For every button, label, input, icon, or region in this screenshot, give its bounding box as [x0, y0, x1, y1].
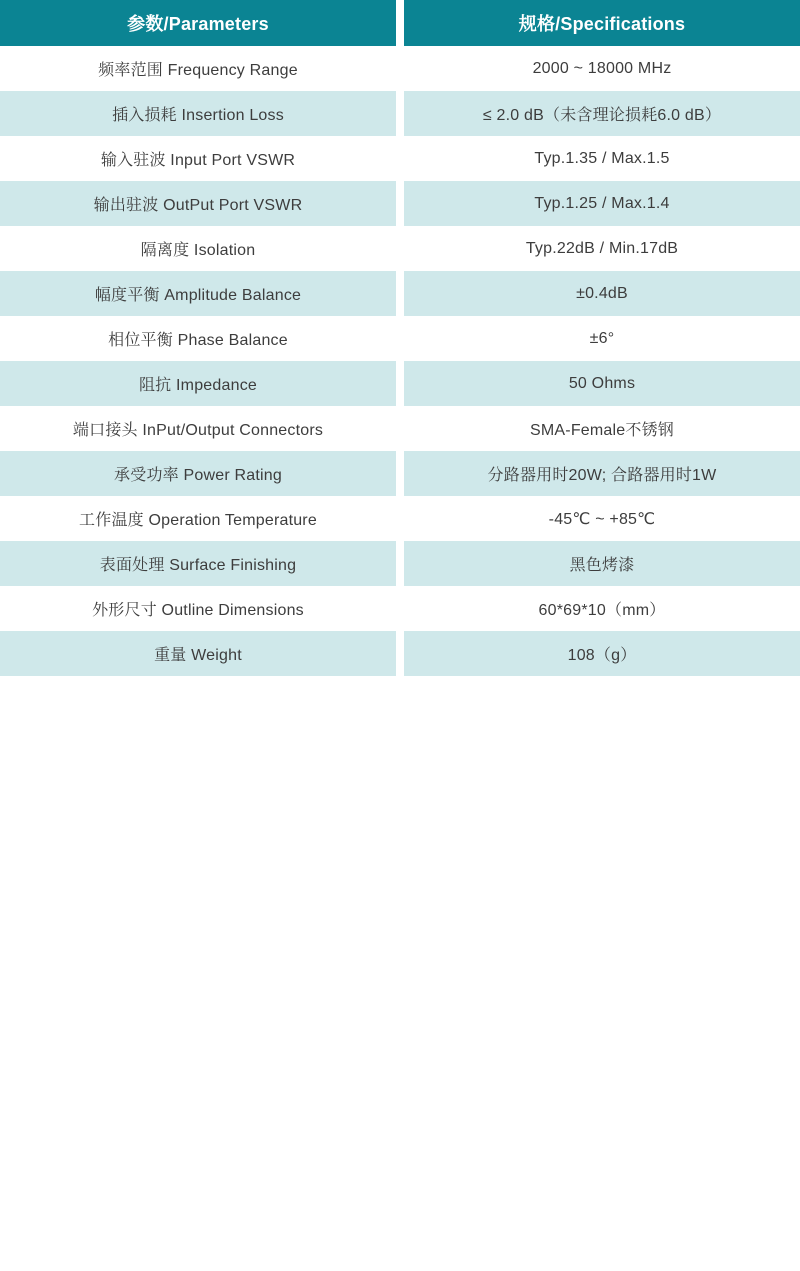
parameter-cell: 输出驻波 OutPut Port VSWR: [0, 181, 396, 226]
column-divider: [396, 541, 404, 586]
column-divider: [396, 586, 404, 631]
specification-cell: ±6°: [589, 329, 615, 347]
parameter-cell: 表面处理 Surface Finishing: [0, 541, 396, 586]
parameters-column-header: 参数/Parameters: [0, 0, 396, 46]
table-row: [0, 541, 800, 586]
column-divider: [396, 226, 404, 271]
table-row: [0, 361, 800, 406]
specifications-column-header: 规格/Specifications: [404, 0, 800, 46]
column-divider: [396, 451, 404, 496]
table-row: [0, 226, 800, 271]
table-header-row: [0, 0, 800, 46]
column-divider: [396, 496, 404, 541]
table-row: [0, 136, 800, 181]
column-divider: [396, 136, 404, 181]
specification-cell: Typ.1.35 / Max.1.5: [534, 149, 670, 167]
specification-cell: Typ.22dB / Min.17dB: [525, 239, 679, 257]
parameter-cell: 阻抗 Impedance: [0, 361, 396, 406]
column-divider: [396, 91, 404, 136]
table-row: [0, 46, 800, 91]
column-divider: [396, 406, 404, 451]
parameter-cell: 隔离度 Isolation: [140, 242, 256, 259]
parameter-cell: 承受功率 Power Rating: [0, 451, 396, 496]
parameter-cell: 重量 Weight: [0, 631, 396, 676]
table-row: [0, 586, 800, 631]
specification-cell: ≤ 2.0 dB（未含理论损耗6.0 dB）: [404, 91, 800, 136]
parameter-cell: 相位平衡 Phase Balance: [108, 332, 288, 349]
parameter-cell: 频率范围 Frequency Range: [98, 62, 298, 79]
column-divider: [396, 361, 404, 406]
table-row: [0, 406, 800, 451]
specification-cell: 分路器用时20W; 合路器用时1W: [404, 451, 800, 496]
specification-cell: 108（g）: [404, 631, 800, 676]
table-row: [0, 91, 800, 136]
specification-cell: -45℃ ~ +85℃: [548, 510, 656, 528]
table-row: [0, 181, 800, 226]
table-row: [0, 316, 800, 361]
column-divider: [396, 181, 404, 226]
specification-cell: ±0.4dB: [404, 271, 800, 316]
parameter-cell: 输入驻波 Input Port VSWR: [100, 152, 296, 169]
table-row: [0, 631, 800, 676]
parameter-cell: 插入损耗 Insertion Loss: [0, 91, 396, 136]
specification-cell: 60*69*10（mm）: [538, 602, 666, 619]
parameter-cell: 端口接头 InPut/Output Connectors: [72, 422, 324, 439]
parameter-cell: 幅度平衡 Amplitude Balance: [0, 271, 396, 316]
specification-cell: 50 Ohms: [404, 361, 800, 406]
column-divider: [396, 271, 404, 316]
specification-cell: 黑色烤漆: [404, 541, 800, 586]
column-divider: [396, 631, 404, 676]
table-row: [0, 271, 800, 316]
column-divider: [396, 46, 404, 91]
table-row: [0, 496, 800, 541]
specification-cell: 2000 ~ 18000 MHz: [532, 59, 672, 77]
parameter-cell: 外形尺寸 Outline Dimensions: [92, 602, 304, 619]
specification-cell: SMA-Female不锈钢: [530, 422, 674, 439]
column-divider: [396, 0, 404, 46]
spec-table-body: [0, 46, 800, 676]
specification-cell: Typ.1.25 / Max.1.4: [404, 181, 800, 226]
column-divider: [396, 316, 404, 361]
parameter-cell: 工作温度 Operation Temperature: [79, 512, 317, 529]
table-row: [0, 451, 800, 496]
